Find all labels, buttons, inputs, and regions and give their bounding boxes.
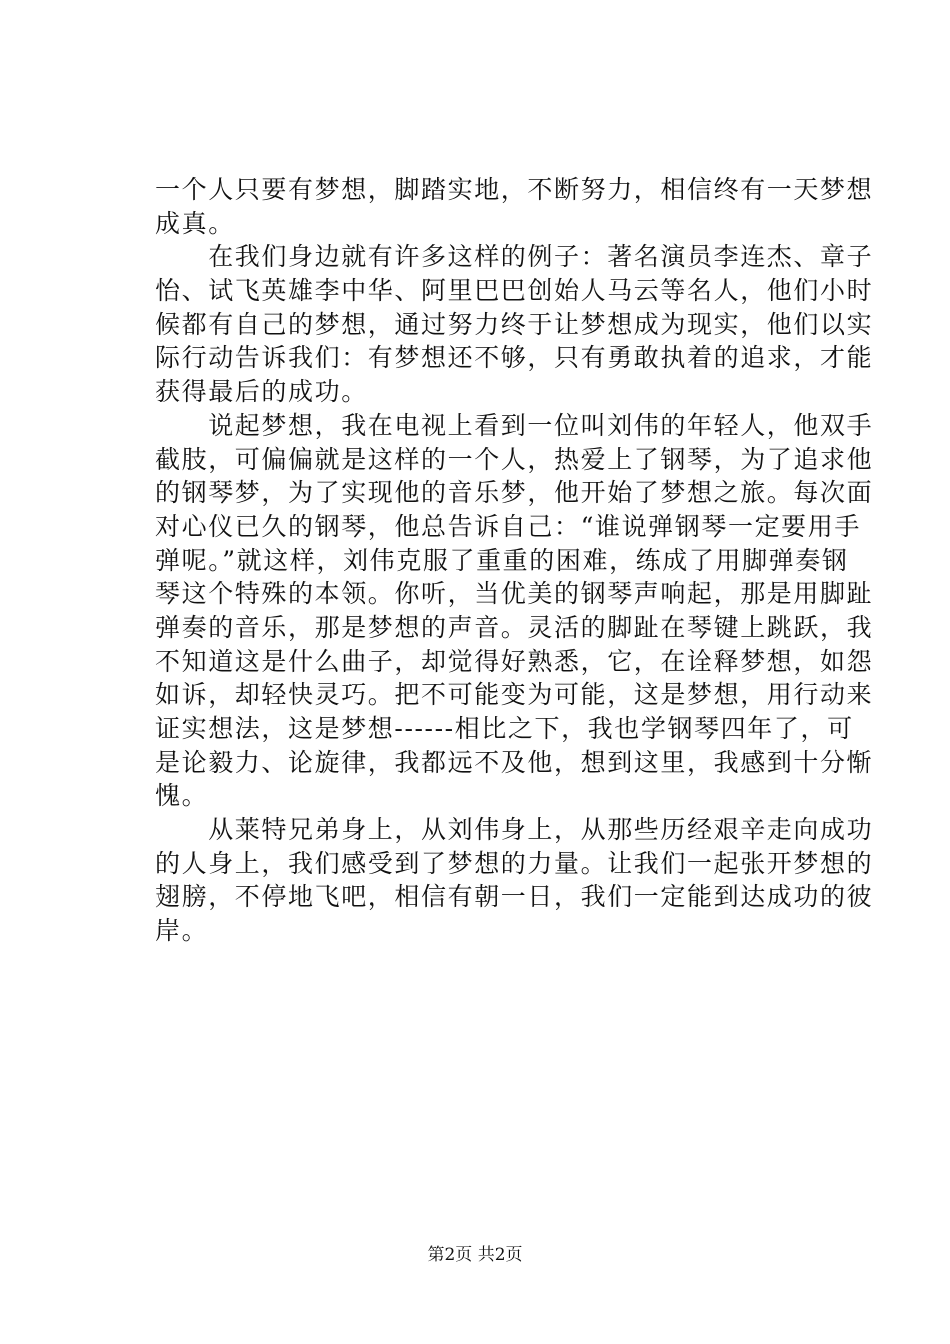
- text-line: 在我们身边就有许多这样的例子：著名演员李连杰、章子: [155, 242, 874, 272]
- text-line: 候都有自己的梦想，通过努力终于让梦想成为现实，他们以实: [155, 309, 874, 339]
- text-line: 证实想法，这是梦想------相比之下，我也学钢琴四年了，可: [155, 714, 854, 743]
- text-line: 说起梦想，我在电视上看到一位叫刘伟的年轻人，他双手: [155, 410, 874, 440]
- text-line: 不知道这是什么曲子，却觉得好熟悉，它，在诠释梦想，如怨: [155, 646, 874, 676]
- text-line: 翅膀，不停地飞吧，相信有朝一日，我们一定能到达成功的彼: [155, 882, 874, 912]
- text-line: 怡、试飞英雄李中华、阿里巴巴创始人马云等名人，他们小时: [155, 276, 874, 306]
- text-line: 是论毅力、论旋律，我都远不及他，想到这里，我感到十分惭: [155, 747, 874, 777]
- text-line: 获得最后的成功。: [155, 377, 368, 407]
- text-line: 的人身上，我们感受到了梦想的力量。让我们一起张开梦想的: [155, 848, 874, 878]
- text-line: 际行动告诉我们：有梦想还不够，只有勇敢执着的追求，才能: [155, 343, 874, 373]
- text-line: 一个人只要有梦想，脚踏实地，不断努力，相信终有一天梦想: [155, 175, 874, 204]
- text-line: 愧。: [155, 781, 209, 811]
- text-line: 成真。: [155, 208, 235, 238]
- page-number-footer: 第2页 共2页: [427, 1245, 523, 1265]
- body-text: [155, 173, 874, 948]
- text-line: 从莱特兄弟身上，从刘伟身上，从那些历经艰辛走向成功: [155, 815, 874, 845]
- text-line: 对心仪已久的钢琴，他总告诉自己：“谁说弹钢琴一定要用手: [155, 511, 861, 541]
- text-line: 岸。: [155, 916, 209, 946]
- text-line: 截肢，可偏偏就是这样的一个人，热爱上了钢琴，为了追求他: [155, 444, 874, 474]
- text-line: 弹呢。”就这样，刘伟克服了重重的困难，练成了用脚弹奏钢: [155, 545, 849, 575]
- text-line: 如诉，却轻快灵巧。把不可能变为可能，这是梦想，用行动来: [155, 680, 874, 710]
- text-line: 的钢琴梦，为了实现他的音乐梦，他开始了梦想之旅。每次面: [155, 478, 874, 508]
- text-line: 琴这个特殊的本领。你听，当优美的钢琴声响起，那是用脚趾: [155, 579, 874, 609]
- text-line: 弹奏的音乐，那是梦想的声音。灵活的脚趾在琴键上跳跃，我: [155, 612, 874, 642]
